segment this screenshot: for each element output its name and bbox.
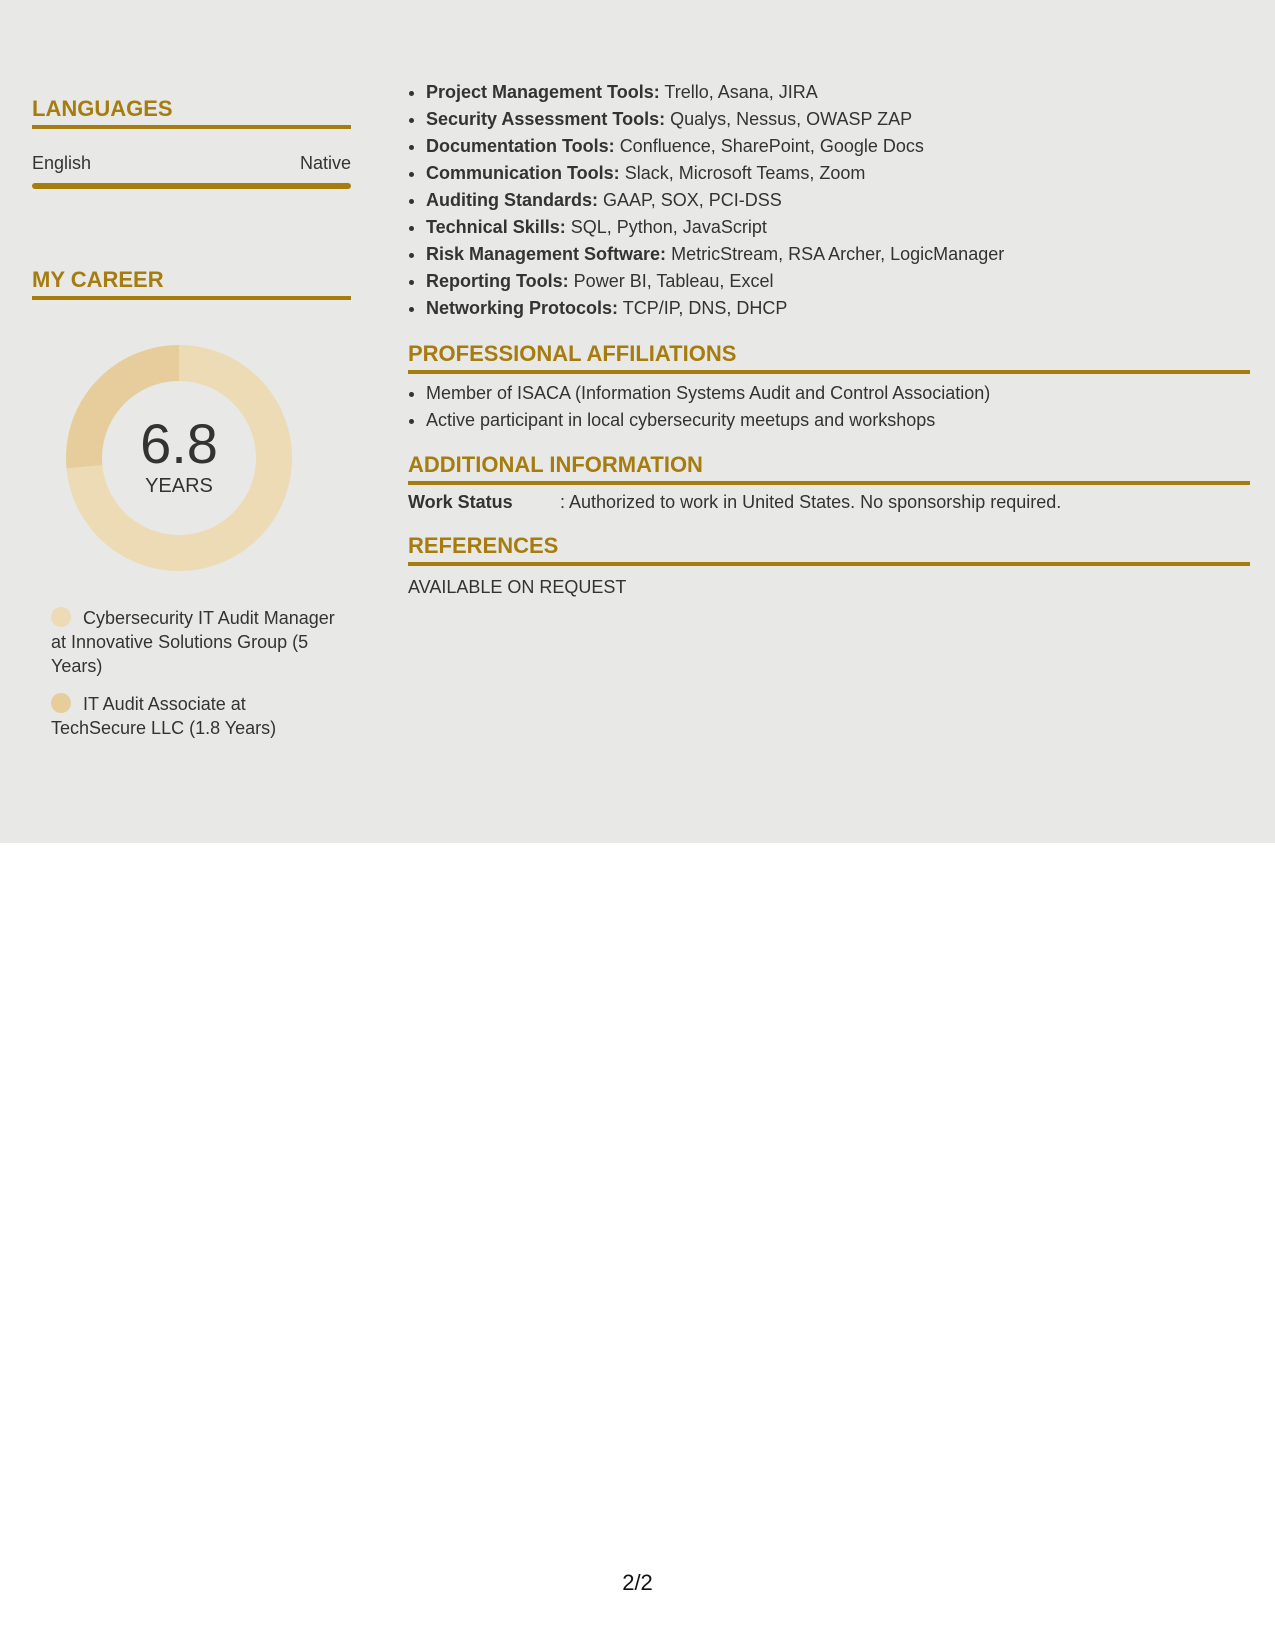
skill-value: SQL, Python, JavaScript	[570, 217, 767, 237]
references-heading: REFERENCES	[408, 532, 1250, 566]
skill-item	[426, 133, 1004, 160]
additional-info-heading: ADDITIONAL INFORMATION	[408, 451, 1250, 485]
skill-value: Qualys, Nessus, OWASP ZAP	[670, 109, 913, 129]
career-total-years: 6.8	[140, 412, 218, 475]
skill-value: MetricStream, RSA Archer, LogicManager	[671, 244, 1005, 264]
skill-label: Risk Management Software:	[426, 244, 667, 264]
career-legend-item	[51, 606, 341, 678]
skill-label: Networking Protocols:	[426, 298, 619, 318]
skill-value: Power BI, Tableau, Excel	[573, 271, 774, 291]
skill-item	[426, 268, 1004, 295]
career-legend	[51, 606, 341, 754]
career-legend-item	[51, 692, 341, 740]
language-name: English	[32, 153, 92, 173]
legend-dot	[51, 607, 71, 627]
skill-value: GAAP, SOX, PCI-DSS	[603, 190, 782, 210]
skill-value: TCP/IP, DNS, DHCP	[622, 298, 788, 318]
skill-value: Confluence, SharePoint, Google Docs	[619, 136, 924, 156]
skill-value: Trello, Asana, JIRA	[664, 82, 818, 102]
skill-label: Auditing Standards:	[426, 190, 598, 210]
language-row	[32, 150, 351, 176]
skill-item	[426, 214, 1004, 241]
legend-dot	[51, 693, 71, 713]
skill-value: Slack, Microsoft Teams, Zoom	[624, 163, 866, 183]
skill-label: Project Management Tools:	[426, 82, 660, 102]
career-heading: MY CAREER	[32, 266, 351, 300]
affiliation-item: • Active participant in local cybersecurity meetups and workshops	[426, 407, 990, 434]
skill-label: Communication Tools:	[426, 163, 620, 183]
skill-item	[426, 79, 1004, 106]
work-status-value: : Authorized to work in United States. No sponsorship required.	[560, 492, 1062, 512]
page-number: 2/2	[622, 1570, 653, 1595]
skills-list	[408, 79, 1004, 322]
skill-label: Security Assessment Tools:	[426, 109, 666, 129]
skill-label: Documentation Tools:	[426, 136, 615, 156]
language-level: Native	[299, 153, 351, 173]
career-donut-chart	[66, 345, 292, 571]
languages-heading: LANGUAGES	[32, 95, 351, 129]
skill-item	[426, 160, 1004, 187]
skill-label: Technical Skills:	[426, 217, 566, 237]
career-legend-label: Cybersecurity IT Audit Manager at Innovative Solutions Group (5 Years)	[51, 608, 335, 676]
skill-item	[426, 106, 1004, 133]
work-status-row	[408, 489, 1250, 516]
affiliations-heading: PROFESSIONAL AFFILIATIONS	[408, 340, 1250, 374]
skill-item	[426, 241, 1004, 268]
career-legend-label: IT Audit Associate at TechSecure LLC (1.8 Years)	[51, 694, 277, 738]
skill-label: Reporting Tools:	[426, 271, 569, 291]
references-text: AVAILABLE ON REQUEST	[408, 577, 627, 597]
skill-item	[426, 187, 1004, 214]
career-total-unit: YEARS	[145, 475, 213, 497]
affiliation-item: • Member of ISACA (Information Systems Audit and Control Association)	[426, 380, 990, 407]
affiliations-list	[408, 380, 990, 434]
donut-center	[66, 345, 292, 571]
work-status-label: Work Status	[408, 492, 513, 512]
language-level-bar	[32, 183, 351, 189]
skill-item	[426, 295, 1004, 322]
